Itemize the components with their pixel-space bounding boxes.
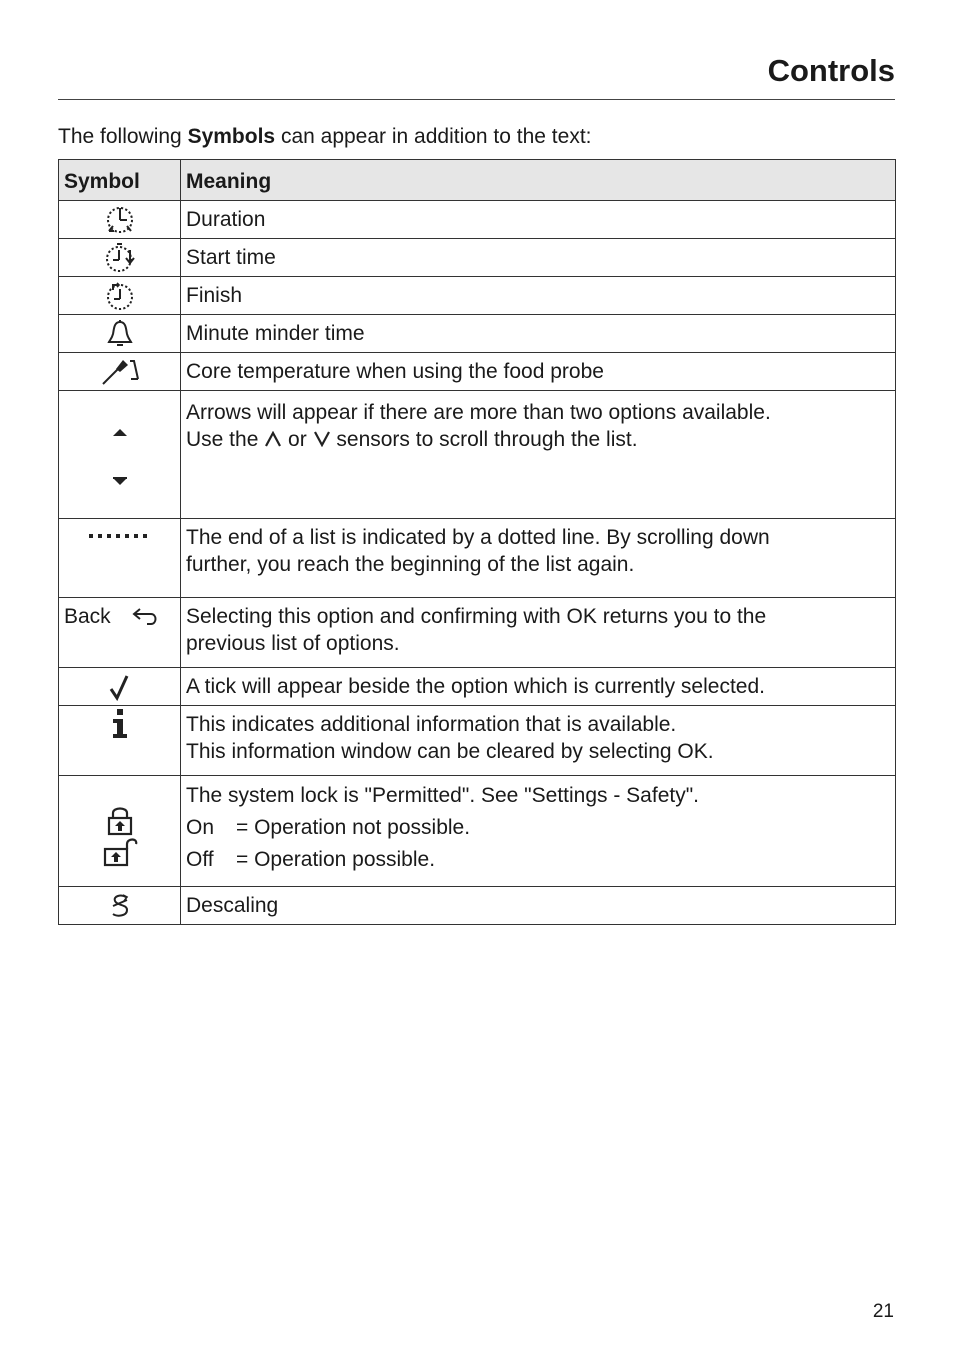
meaning-line	[186, 426, 890, 453]
lock-off-value: = Operation possible.	[236, 848, 436, 871]
tick-icon	[108, 673, 132, 701]
meaning-cell	[181, 519, 896, 598]
symbol-cell	[59, 315, 181, 353]
lock-off-key: Off	[186, 848, 214, 871]
table-row	[59, 887, 896, 925]
back-arrow-icon	[131, 605, 159, 629]
meaning-line: The end of a list is indicated by a dotted line. By scrolling down	[186, 526, 770, 549]
symbol-cell	[59, 776, 181, 887]
food-probe-icon	[100, 357, 140, 387]
symbol-cell	[59, 706, 181, 776]
symbol-cell	[59, 239, 181, 277]
up-down-arrows-icon	[110, 422, 130, 488]
meaning-line: previous list of options.	[186, 632, 400, 655]
meaning-text: or	[282, 428, 313, 451]
symbol-cell	[59, 887, 181, 925]
finish-icon	[103, 280, 137, 312]
table-row	[59, 315, 896, 353]
table-row	[59, 519, 896, 598]
symbol-cell	[59, 598, 181, 668]
dotted-line-icon	[89, 533, 151, 539]
lock-on-key: On	[186, 816, 215, 839]
table-row	[59, 201, 896, 239]
intro-before: The following	[58, 125, 188, 148]
table-row	[59, 353, 896, 391]
page-number: 21	[872, 1301, 894, 1322]
meaning-cell: Descaling	[181, 887, 896, 925]
intro-after: can appear in addition to the text:	[275, 125, 592, 148]
intro-text	[58, 124, 592, 150]
meaning-cell	[181, 598, 896, 668]
meaning-cell: Minute minder time	[181, 315, 896, 353]
table-row	[59, 598, 896, 668]
meaning-cell: Finish	[181, 277, 896, 315]
meaning-cell: Start time	[181, 239, 896, 277]
symbol-cell	[59, 391, 181, 519]
table-row	[59, 668, 896, 706]
table-row	[59, 706, 896, 776]
meaning-cell	[181, 391, 896, 519]
descaling-icon	[107, 892, 133, 920]
lock-icon	[102, 804, 138, 868]
meaning-line: Selecting this option and confirming with OK returns you to the	[186, 605, 767, 628]
table-row	[59, 776, 896, 887]
symbol-cell	[59, 519, 181, 598]
lock-on-line	[186, 814, 890, 841]
bell-icon	[105, 319, 135, 349]
meaning-line: This indicates additional information that is available.	[186, 713, 677, 736]
chevron-up-icon	[264, 431, 282, 447]
header-meaning: Meaning	[181, 160, 896, 201]
table-row	[59, 391, 896, 519]
back-label: Back	[64, 605, 111, 628]
meaning-text: Use the	[186, 428, 265, 451]
meaning-text: sensors to scroll through the list.	[330, 428, 638, 451]
meaning-line: The system lock is "Permitted". See "Settings - Safety".	[186, 784, 700, 807]
meaning-cell: Duration	[181, 201, 896, 239]
meaning-cell: Core temperature when using the food probe	[181, 353, 896, 391]
meaning-cell	[181, 776, 896, 887]
table-row	[59, 239, 896, 277]
meaning-cell	[181, 706, 896, 776]
chevron-down-icon	[313, 431, 331, 447]
start-time-icon	[103, 242, 137, 274]
meaning-cell: A tick will appear beside the option which is currently selected.	[181, 668, 896, 706]
title-divider	[58, 99, 895, 100]
symbols-table	[58, 159, 896, 925]
duration-icon	[103, 204, 137, 236]
lock-on-value: = Operation not possible.	[236, 816, 471, 839]
meaning-line: This information window can be cleared by selecting OK.	[186, 740, 714, 763]
symbol-cell	[59, 668, 181, 706]
table-row	[59, 277, 896, 315]
header-symbol: Symbol	[59, 160, 181, 201]
meaning-line: Arrows will appear if there are more than two options available.	[186, 401, 771, 424]
symbol-cell	[59, 353, 181, 391]
symbol-cell	[59, 277, 181, 315]
table-header-row	[59, 160, 896, 201]
lock-off-line	[186, 846, 890, 873]
meaning-line: further, you reach the beginning of the list again.	[186, 553, 635, 576]
page-title: Controls	[767, 53, 895, 88]
intro-bold: Symbols	[187, 125, 276, 148]
info-icon	[109, 708, 131, 740]
symbol-cell	[59, 201, 181, 239]
